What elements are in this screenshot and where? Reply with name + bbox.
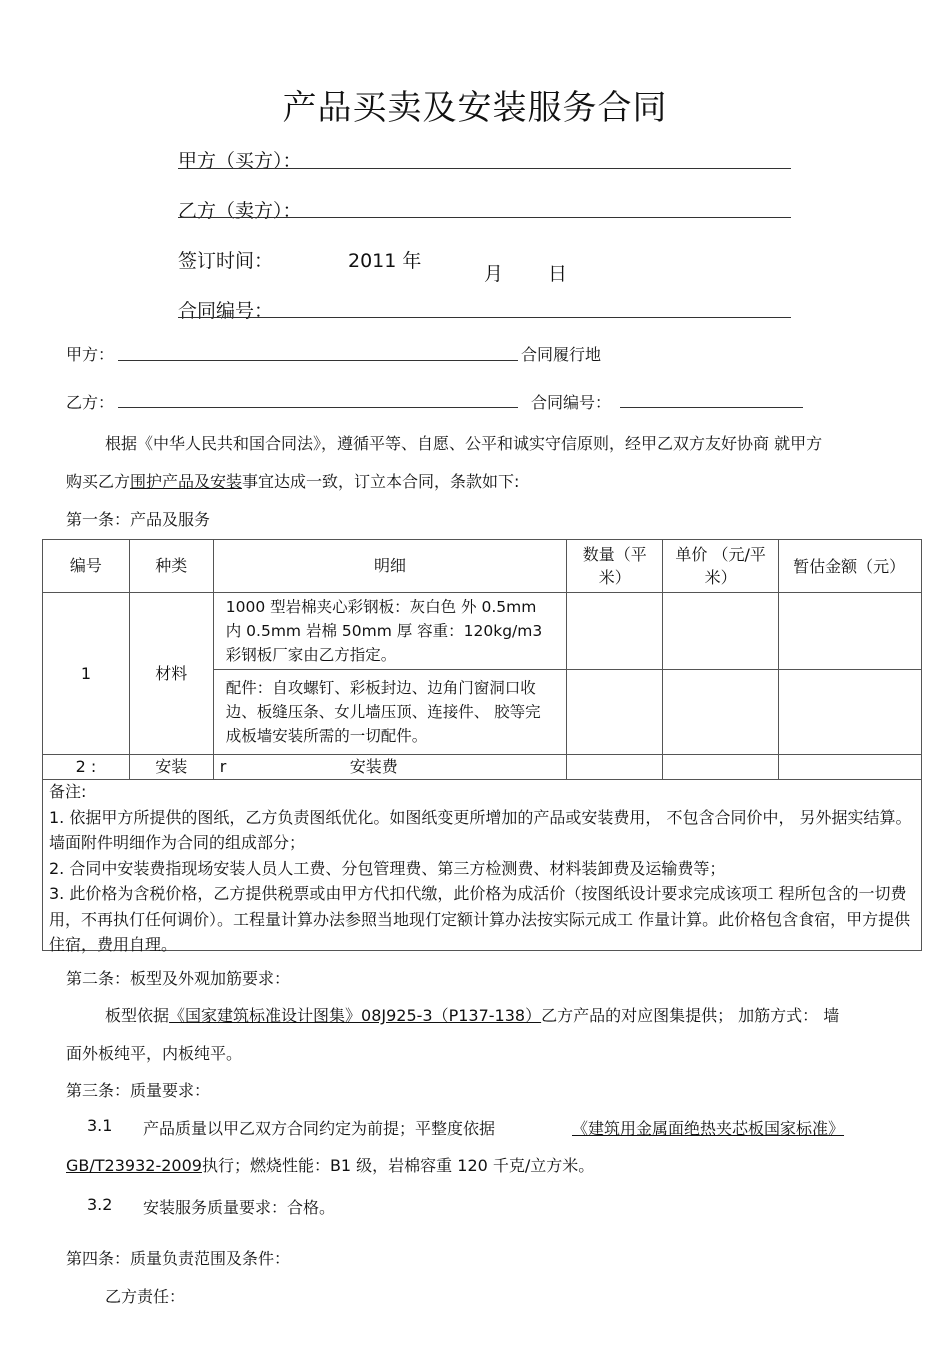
standard-code: GB/T23932-2009 [66,1156,202,1175]
row1b-qty-cell [567,670,663,755]
note-3: 3. 此价格为含税价格，乙方提供税票或由甲方代扣代缴，此价格为成活价（按图纸设计要求完成该项工 程所包含的一切费用，不再执仃任何调价）。工程量计算办法参照当地现仃定额计算办法按实际元成工 作量计算。此价格包含食宿，甲方提供住宿，费用自理。 [49,884,911,954]
section-3-1-line-2 [66,1153,594,1176]
header-detail: 明细 [213,540,567,593]
table-row [43,755,922,780]
row1-price-cell [663,593,779,670]
notes-box [42,777,922,954]
intro-prefix: 购买乙方 [66,472,131,491]
contract-title: 产品买卖及安装服务合同 [282,88,668,128]
party-b-label: 乙方： [66,393,115,412]
party-a-buyer-label: 甲方（买方）： [178,150,302,172]
note-1: 1. 依据甲方所提供的图纸，乙方负责图纸优化。如图纸变更所增加的产品或安装费用， 不包含合同价中， 另外据实结算。墙面附件明细作为合同的组成部分； [49,807,912,852]
article-2-line-2: 面外板纯平，内板纯平。 [66,1044,243,1063]
intro-line-2 [66,469,519,492]
contract-number-underline [178,317,791,318]
table-row [43,593,922,670]
intro-suffix: 事宜达成一致，订立本合同，条款如下: [242,472,520,491]
notes-title: 备注: [49,782,87,801]
article-1-title: 第一条：产品及服务 [66,510,211,529]
product-table [42,539,922,780]
intro-line-1: 根据《中华人民共和国合同法》，遵循平等、自愿、公平和诚实守信原则，经甲乙双方友好协商 就甲方 [105,434,823,453]
row1b-price-cell [663,670,779,755]
section-3-2-number: 3.2 [87,1195,113,1214]
row1-no: 1 [43,593,130,755]
row2-detail-text: 安装费 [349,757,398,776]
performance-place-label: 合同履行地 [521,345,602,364]
section-3-2-text: 安装服务质量要求：合格。 [143,1198,336,1217]
sign-year: 2011 年 [348,250,422,272]
row1-detail-material: 1000 型岩棉夹心彩钢板：灰白色 外 0.5mm 内 0.5mm 岩棉 50mm 厚 容重：120kg/m3 彩钢板厂家由乙方指定。 [213,593,567,670]
row1-type: 材料 [129,593,213,755]
contract-number-label-2: 合同编号： [531,393,612,412]
row2-detail-mark: r [219,757,227,776]
party-b-seller-underline [178,217,791,218]
row1-detail-accessories: 配件：自攻螺钉、彩板封边、边角门窗洞口收边、板缝压条、女儿墙压顶、连接件、 胶等完成板墙安装所需的一切配件。 [213,670,567,755]
sign-month: 月 [484,263,504,285]
row1-qty-cell [567,593,663,670]
party-a-buyer-underline [178,168,791,169]
intro-underlined-product: 围护产品及安装 [130,472,243,491]
contract-number-underline-2 [620,407,803,408]
section-3-1-rest: 执行；燃烧性能：B1 级，岩棉容重 120 千克/立方米。 [201,1156,595,1175]
row1b-amount-cell [779,670,922,755]
article-3-title: 第三条：质量要求： [66,1081,211,1100]
contract-number-label: 合同编号： [178,300,274,322]
header-quantity: 数量（平米） [567,540,663,593]
row2-price-cell [663,755,779,780]
header-amount: 暂估金额（元） [779,540,922,593]
header-no: 编号 [43,540,130,593]
party-a-label: 甲方： [66,345,115,364]
header-unit-price: 单价 （元/平米） [663,540,779,593]
party-b-seller-label: 乙方（卖方）： [178,200,302,222]
row2-type: 安装 [129,755,213,780]
row2-qty-cell [567,755,663,780]
row2-detail [213,755,567,780]
party-b-responsibility: 乙方责任： [105,1287,186,1306]
party-b-underline [118,407,518,408]
table-header-row [43,540,922,593]
row2-no: 2 : [43,755,130,780]
article-2-prefix: 板型依据 [105,1006,170,1025]
row1-amount-cell [779,593,922,670]
article-2-paragraph [105,1003,839,1026]
article-4-title: 第四条：质量负责范围及条件： [66,1249,291,1268]
note-2: 2. 合同中安装费指现场安装人员人工费、分包管理费、第三方检测费、材料装卸费及运输费等； [49,858,726,878]
article-2-atlas-reference: 《国家建筑标准设计图集》08J925-3（P137-138） [169,1006,542,1025]
article-2-title: 第二条：板型及外观加筋要求： [66,969,291,988]
sign-time-label: 签订时间： [178,250,274,272]
party-a-underline [118,360,518,361]
sign-day: 日 [548,263,568,285]
header-type: 种类 [129,540,213,593]
article-2-suffix: 乙方产品的对应图集提供； 加筋方式： 墙 [541,1006,840,1025]
section-3-1-standard: 《建筑用金属面绝热夹芯板国家标准》 [572,1119,845,1138]
row2-amount-cell [779,755,922,780]
section-3-1-text: 产品质量以甲乙双方合同约定为前提；平整度依据 [143,1119,496,1138]
section-3-1-number: 3.1 [87,1116,113,1135]
